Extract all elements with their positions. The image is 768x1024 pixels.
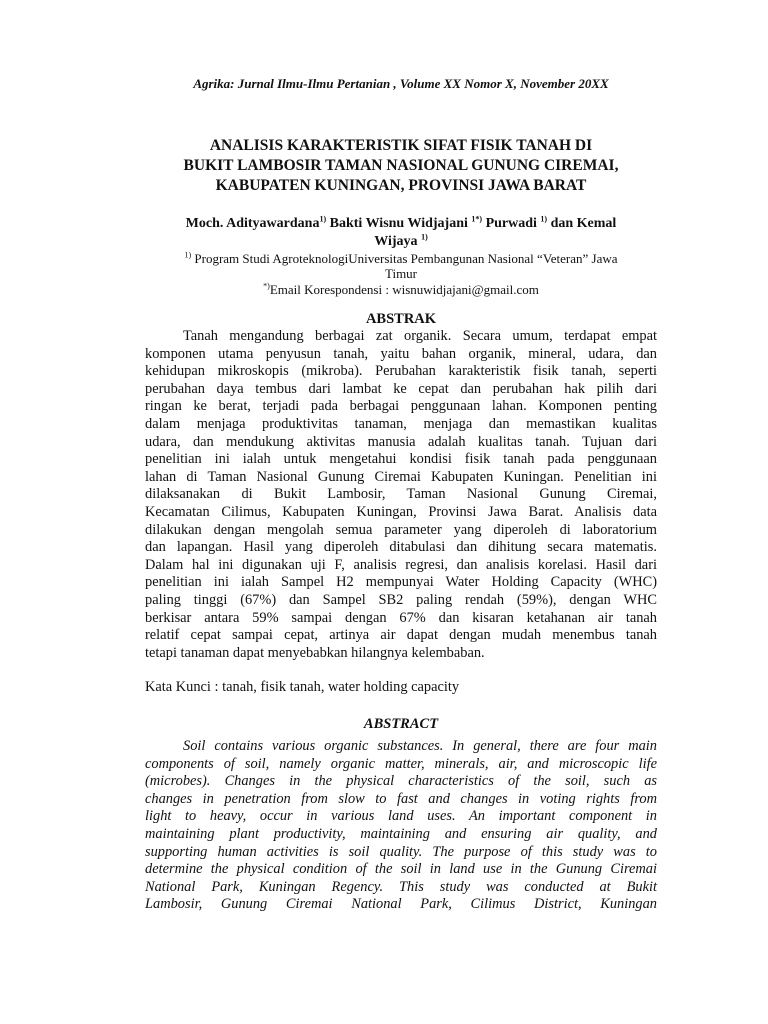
text-line: (microbes). Changes in the physical characteristics of the soil, such as <box>145 773 657 790</box>
correspondence-email <box>145 282 657 298</box>
author-list <box>145 215 657 251</box>
text-line: Kecamatan Cilimus, Kabupaten Kuningan, Provinsi Jawa Barat. Analisis data <box>145 503 657 520</box>
text-line: tetapi tanaman dapat menyebabkan hilangnya kelembaban. <box>145 644 485 661</box>
keywords: Kata Kunci : tanah, fisik tanah, water holding capacity <box>145 679 460 695</box>
paper-title <box>145 136 657 196</box>
text-line: National Park, Kuningan Regency. This study was conducted at Bukit <box>145 878 657 895</box>
text-line: light to heavy, occur in various land uses. An important component in <box>145 808 657 825</box>
text-line: components of soil, namely organic matter, minerals, air, and microscopic life <box>145 755 657 772</box>
affiliation-text: Timur <box>384 266 418 281</box>
text-line: Dalam hal ini digunakan uji F, analisis regresi, dan analisis korelasi. Hasil dari <box>145 556 657 573</box>
email-sup: *) <box>263 281 270 291</box>
text-line: penelitian ini ialah untuk mengetahui kondisi fisik tanah pada penggunaan <box>145 451 657 468</box>
email-text: Email Korespondensi : wisnuwidjajani@gmail.com <box>269 282 539 297</box>
text-line: berkisar antara 59% sampai dengan 67% dan kisaran ketahanan air tanah <box>145 609 657 626</box>
text-line: dalam menjaga produktivitas tanaman, menjaga dan memastikan kualitas <box>145 415 657 432</box>
author-affil-sup: 1) <box>540 214 548 224</box>
text-line: determine the physical condition of the soil in land use in the Gunung Ciremai <box>145 861 657 878</box>
text-line: dan lapangan. Hasil yang diperoleh ditabulasi dan dihitung secara matematis. <box>145 539 657 556</box>
author-name: Wijaya <box>374 234 418 249</box>
author-name: dan Kemal <box>550 216 617 231</box>
text-line: perubahan daya tembus dari lambat ke cepat dan perubahan hak pilih dari <box>145 380 657 397</box>
title-line: ANALISIS KARAKTERISTIK SIFAT FISIK TANAH DI <box>209 137 593 154</box>
text-line: dilakukan dengan mengolah semua parameter yang diperoleh di laboratorium <box>145 521 657 538</box>
author-affil-sup: 1*) <box>471 214 483 224</box>
text-line: changes in penetration from slow to fast and changes in voting rights from <box>145 790 657 807</box>
author-affil-sup: 1) <box>421 232 428 242</box>
text-line: paling tinggi (67%) dan Sampel SB2 paling rendah (59%), dengan WHC <box>145 591 657 608</box>
abstract-heading: ABSTRACT <box>363 716 439 732</box>
title-line: KABUPATEN KUNINGAN, PROVINSI JAWA BARAT <box>215 177 587 194</box>
journal-header: Agrika: Jurnal Ilmu-Ilmu Pertanian , Volume XX Nomor X, November 20XX <box>193 76 609 91</box>
affiliation-text: Program Studi AgroteknologiUniversitas Pembangunan Nasional “Veteran” Jawa <box>194 251 618 266</box>
text-line: udara, dan mendukung aktivitas manusia adalah kualitas tanah. Tujuan dari <box>145 433 657 450</box>
text-line: maintaining plant productivity, maintaining and ensuring air quality, and <box>145 825 657 842</box>
abstract-body <box>145 738 657 914</box>
text-line: supporting human activities is soil quality. The purpose of this study was to <box>145 843 657 860</box>
text-line: Soil contains various organic substances. In general, there are four main <box>183 738 657 754</box>
text-line: penelitian ini ialah Sampel H2 mempunyai Water Holding Capacity (WHC) <box>145 574 657 591</box>
title-line: BUKIT LAMBOSIR TAMAN NASIONAL GUNUNG CIREMAI, <box>183 157 619 174</box>
text-line: komponen utama penyusun tanah, yaitu bahan organik, mineral, udara, dan <box>145 345 657 362</box>
text-line: kehidupan mikroskopis (mikroba). Perubahan karakteristik fisik tanah, seperti <box>145 363 657 380</box>
affiliation-sup: 1) <box>184 250 192 260</box>
text-line: dilaksanakan di Bukit Lambosir, Taman Nasional Gunung Ciremai, <box>145 486 657 503</box>
abstrak-heading: ABSTRAK <box>365 311 437 327</box>
author-name: Moch. Adityawardana <box>185 216 320 231</box>
author-name: Purwadi <box>485 216 537 231</box>
text-line: lahan di Taman Nasional Gunung Ciremai Kabupaten Kuningan. Penelitian ini <box>145 468 657 485</box>
text-line: ringan ke berat, terjadi pada berbagai penggunaan lahan. Komponen penting <box>145 398 657 415</box>
author-affil-sup: 1) <box>319 214 327 224</box>
author-name: Bakti Wisnu Widjajani <box>329 216 468 231</box>
text-line: Tanah mengandung berbagai zat organik. Secara umum, terdapat empat <box>183 328 657 344</box>
abstrak-body <box>145 328 657 662</box>
affiliation <box>145 251 657 281</box>
text-line: Lambosir, Gunung Ciremai National Park, Cilimus District, Kuningan <box>145 896 657 913</box>
text-line: relatif cepat sampai cepat, artinya air dapat dengan mudah menembus tanah <box>145 627 657 644</box>
